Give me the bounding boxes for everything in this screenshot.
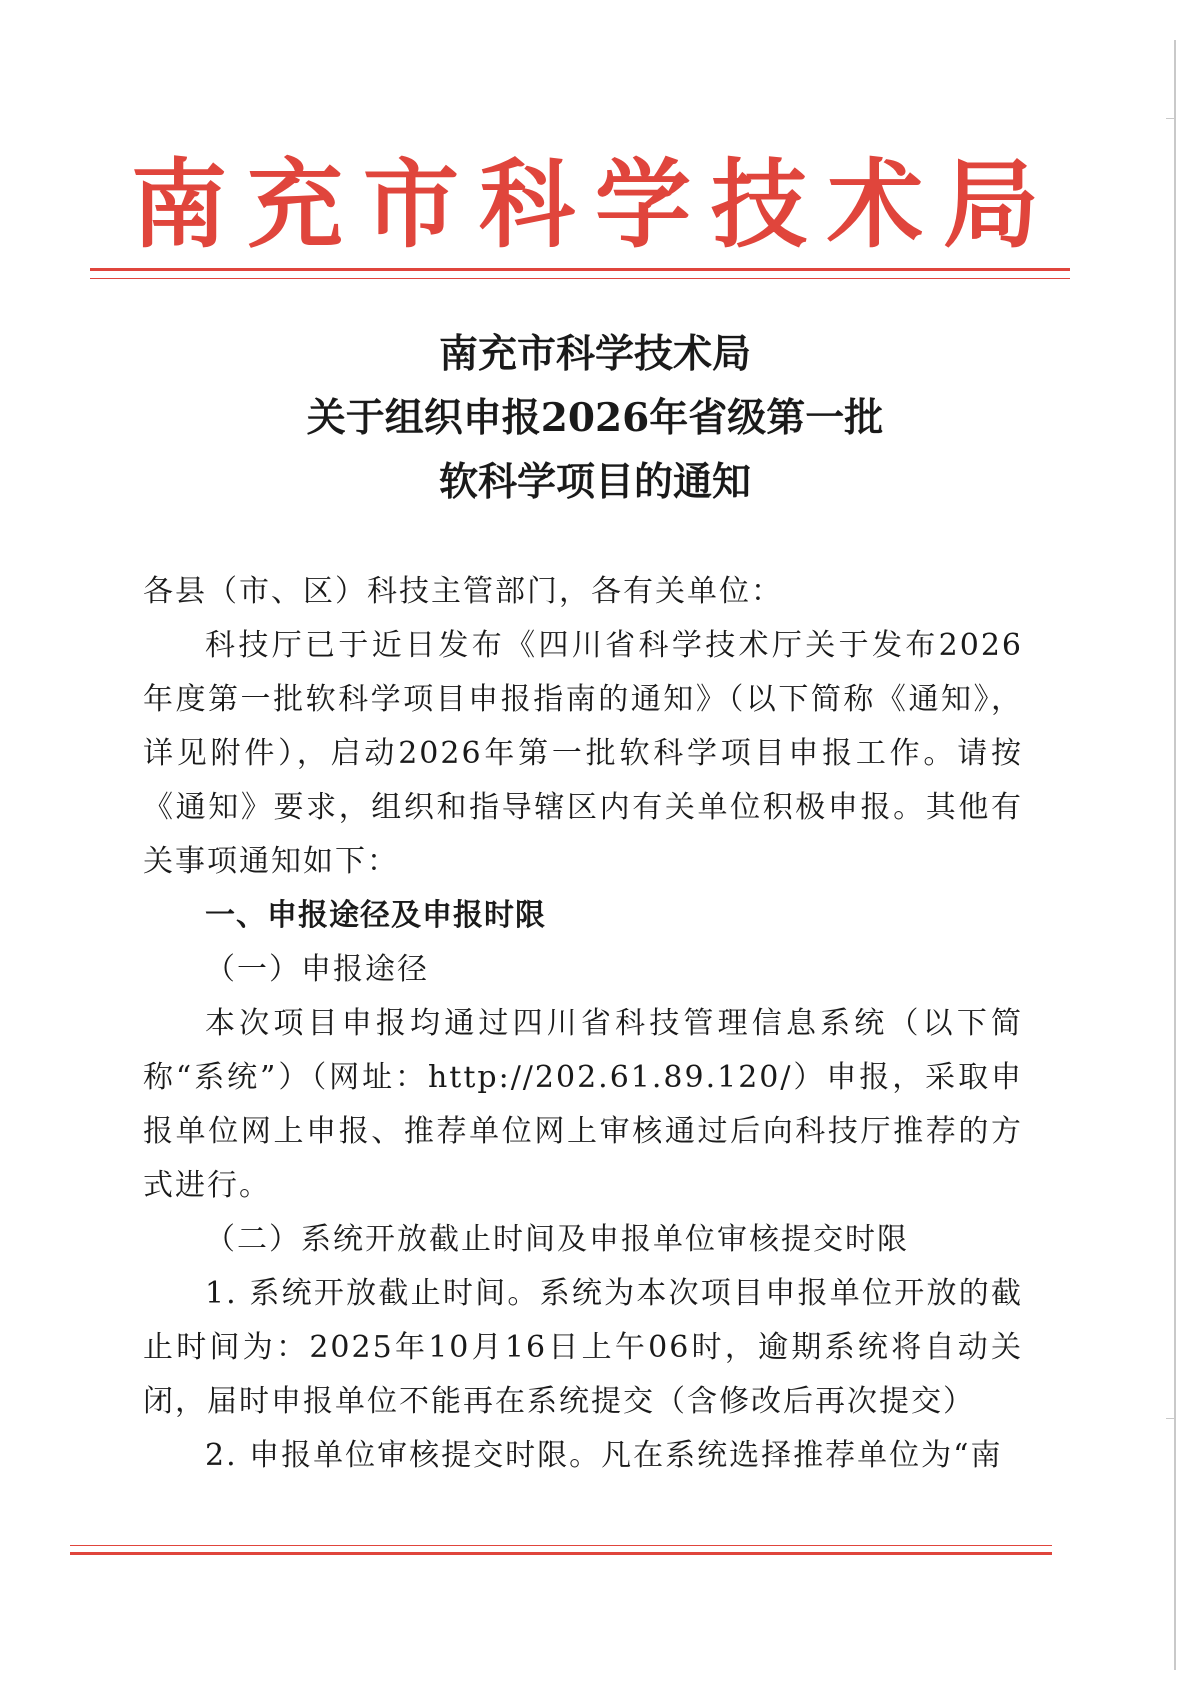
page-edge-line: [1174, 40, 1176, 1670]
footer-red-rule-thin: [70, 1545, 1052, 1546]
title-line-3: 软科学项目的通知: [438, 459, 751, 505]
footer-red-rule: [70, 1552, 1052, 1555]
title-line-2: 关于组织申报2026年省级第一批: [306, 395, 884, 441]
letterhead-red-rule-thin: [90, 278, 1070, 279]
letterhead-red-rule: [90, 268, 1070, 271]
document-title: [0, 322, 1190, 514]
title-line-1: 南充市科学技术局: [438, 331, 751, 377]
page-edge-tick: [1166, 118, 1176, 119]
section-heading-1: 一、申报途径及申报时限: [205, 898, 546, 933]
letterhead-title: 南充市科学技术局: [131, 148, 1059, 261]
intro-paragraph: 科技厅已于近日发布《四川省科学技术厅关于发布2026年度第一批软科学项目申报指南的通知》（以下简称《通知》，详见附件），启动2026年第一批软科学项目申报工作。请按《通知》要求，组织和指导辖区内有关单位积极申报。其他有关事项通知如下：: [143, 628, 1023, 879]
paragraph-application-channel: 本次项目申报均通过四川省科技管理信息系统（以下简称“系统”）（网址：http://202.61.89.120/）申报，采取申报单位网上申报、推荐单位网上审核通过后向科技厅推荐的方式进行。: [143, 1006, 1023, 1203]
page-edge-tick: [1166, 1418, 1176, 1419]
subheading-application-channel: （一）申报途径: [205, 952, 429, 987]
salutation: 各县（市、区）科技主管部门，各有关单位：: [143, 574, 783, 609]
item-system-deadline: 1. 系统开放截止时间。系统为本次项目申报单位开放的截止时间为：2025年10月16日上午06时，逾期系统将自动关闭，届时申报单位不能再在系统提交（含修改后再次提交）: [143, 1276, 1023, 1419]
document-body: [143, 565, 1023, 1483]
item-review-deadline: 2. 申报单位审核提交时限。凡在系统选择推荐单位为“南: [205, 1438, 1003, 1473]
subheading-deadlines: （二）系统开放截止时间及申报单位审核提交时限: [205, 1222, 909, 1257]
